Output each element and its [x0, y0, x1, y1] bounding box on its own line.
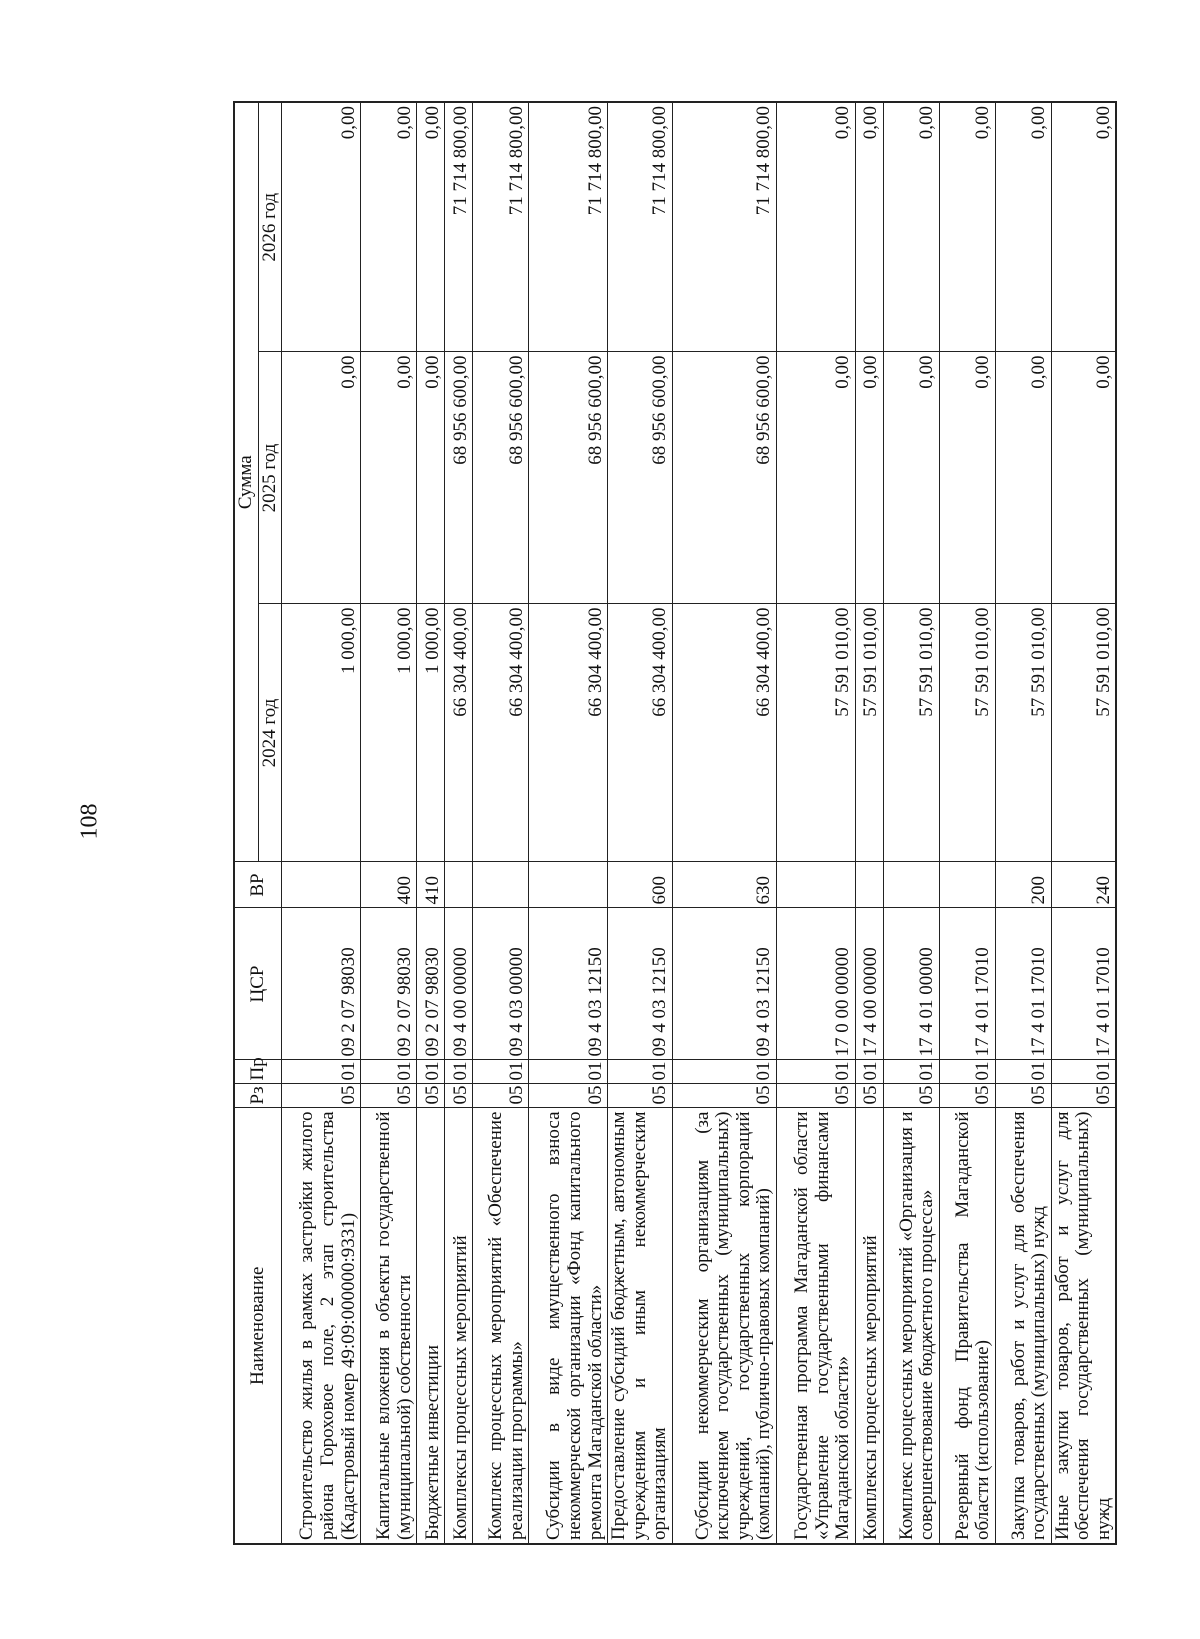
- row-rz: 05: [995, 1084, 1051, 1108]
- row-csr: 17 4 00 00000: [855, 908, 883, 1060]
- row-name: Строительство жилья в рамках застройки жилого района Гороховое поле, 2 этап строительства (Кадастровый номер 49:09:000000:9331): [282, 1108, 361, 1544]
- row-rz: 05: [361, 1084, 417, 1108]
- row-2025: 0,00: [282, 352, 361, 604]
- row-name: Бюджетные инвестиции: [417, 1108, 445, 1544]
- row-pr: 01: [417, 1060, 445, 1084]
- row-csr: 09 4 03 12150: [672, 908, 776, 1060]
- row-2024: 57 591 010,00: [855, 604, 883, 862]
- row-name: Субсидии в виде имущественного взноса некоммерческой организации «Фонд капитального ремонта Магаданской области»: [529, 1108, 608, 1544]
- header-2026: 2026 год: [258, 102, 282, 352]
- row-pr: 01: [672, 1060, 776, 1084]
- row-pr: 01: [282, 1060, 361, 1084]
- row-csr: 09 4 03 12150: [529, 908, 608, 1060]
- row-vr: 630: [672, 862, 776, 908]
- header-name: Наименование: [234, 1108, 282, 1544]
- table-row: [529, 102, 608, 1544]
- row-2024: 57 591 010,00: [1051, 604, 1116, 862]
- row-rz: 05: [282, 1084, 361, 1108]
- header-2024: 2024 год: [258, 604, 282, 862]
- row-name: Иные закупки товаров, работ и услуг для обеспечения государственных (муниципальных) нужд: [1051, 1108, 1116, 1544]
- row-2025: 0,00: [361, 352, 417, 604]
- row-vr: 600: [608, 862, 673, 908]
- row-pr: 01: [939, 1060, 995, 1084]
- rotated-table-container: [233, 103, 1114, 1545]
- row-2024: 57 591 010,00: [883, 604, 939, 862]
- row-name: Резервный фонд Правительства Магаданской области (использование): [939, 1108, 995, 1544]
- row-name: Предоставление субсидий бюджетным, автономным учреждениям и иным некоммерческим организациям: [608, 1108, 673, 1544]
- row-csr: 17 0 00 00000: [776, 908, 855, 1060]
- row-vr: [883, 862, 939, 908]
- table-row: [776, 102, 855, 1544]
- row-2025: 0,00: [417, 352, 445, 604]
- row-rz: 05: [672, 1084, 776, 1108]
- row-pr: 01: [445, 1060, 473, 1084]
- row-2024: 66 304 400,00: [529, 604, 608, 862]
- row-rz: 05: [776, 1084, 855, 1108]
- row-vr: [776, 862, 855, 908]
- row-vr: [855, 862, 883, 908]
- row-rz: 05: [417, 1084, 445, 1108]
- row-2025: 0,00: [1051, 352, 1116, 604]
- header-2025: 2025 год: [258, 352, 282, 604]
- table-row: [445, 102, 473, 1544]
- row-pr: 01: [995, 1060, 1051, 1084]
- row-2026: 0,00: [417, 102, 445, 352]
- row-vr: [473, 862, 529, 908]
- row-2024: 57 591 010,00: [776, 604, 855, 862]
- header-sum: Сумма: [234, 102, 258, 862]
- row-rz: 05: [855, 1084, 883, 1108]
- row-2026: 71 714 800,00: [473, 102, 529, 352]
- row-2026: 0,00: [361, 102, 417, 352]
- row-rz: 05: [1051, 1084, 1116, 1108]
- row-2026: 0,00: [855, 102, 883, 352]
- row-pr: 01: [776, 1060, 855, 1084]
- table-row: [473, 102, 529, 1544]
- row-pr: 01: [473, 1060, 529, 1084]
- row-2024: 57 591 010,00: [939, 604, 995, 862]
- row-name: Комплексы процессных мероприятий: [855, 1108, 883, 1544]
- row-rz: 05: [939, 1084, 995, 1108]
- row-2024: 1 000,00: [417, 604, 445, 862]
- row-2025: 68 956 600,00: [445, 352, 473, 604]
- row-vr: 200: [995, 862, 1051, 908]
- row-2024: 57 591 010,00: [995, 604, 1051, 862]
- row-2024: 66 304 400,00: [445, 604, 473, 862]
- header-vr: ВР: [234, 862, 282, 908]
- row-2026: 71 714 800,00: [529, 102, 608, 352]
- row-vr: 400: [361, 862, 417, 908]
- row-rz: 05: [608, 1084, 673, 1108]
- row-name: Субсидии некоммерческим организациям (за исключением государственных (муниципальных) учреждений, государственных корпораций (компаний), публично-правовых компаний): [672, 1108, 776, 1544]
- row-2025: 68 956 600,00: [473, 352, 529, 604]
- row-rz: 05: [529, 1084, 608, 1108]
- row-vr: [939, 862, 995, 908]
- table-row: [608, 102, 673, 1544]
- row-2024: 66 304 400,00: [473, 604, 529, 862]
- row-2026: 0,00: [995, 102, 1051, 352]
- row-2025: 0,00: [883, 352, 939, 604]
- row-2025: 0,00: [855, 352, 883, 604]
- row-vr: [445, 862, 473, 908]
- row-name: Комплексы процессных мероприятий: [445, 1108, 473, 1544]
- row-csr: 09 2 07 98030: [282, 908, 361, 1060]
- header-csr: ЦСР: [234, 908, 282, 1060]
- header-rz: Рз: [234, 1084, 282, 1108]
- row-pr: 01: [855, 1060, 883, 1084]
- table-row: [1051, 102, 1116, 1544]
- row-rz: 05: [473, 1084, 529, 1108]
- row-vr: [282, 862, 361, 908]
- row-name: Капитальные вложения в объекты государственной (муниципальной) собственности: [361, 1108, 417, 1544]
- row-pr: 01: [608, 1060, 673, 1084]
- row-csr: 09 4 03 12150: [608, 908, 673, 1060]
- row-2025: 68 956 600,00: [529, 352, 608, 604]
- row-csr: 09 2 07 98030: [417, 908, 445, 1060]
- row-pr: 01: [361, 1060, 417, 1084]
- row-2026: 71 714 800,00: [445, 102, 473, 352]
- row-2026: 0,00: [939, 102, 995, 352]
- row-2025: 68 956 600,00: [608, 352, 673, 604]
- row-vr: 240: [1051, 862, 1116, 908]
- row-2026: 0,00: [282, 102, 361, 352]
- row-pr: 01: [883, 1060, 939, 1084]
- row-name: Комплекс процессных мероприятий «Организация и совершенствование бюджетного процесса»: [883, 1108, 939, 1544]
- row-2026: 71 714 800,00: [608, 102, 673, 352]
- header-pr: Пр: [234, 1060, 282, 1084]
- row-2024: 1 000,00: [282, 604, 361, 862]
- row-2024: 1 000,00: [361, 604, 417, 862]
- row-2025: 0,00: [995, 352, 1051, 604]
- row-2025: 0,00: [776, 352, 855, 604]
- row-vr: [529, 862, 608, 908]
- row-vr: 410: [417, 862, 445, 908]
- row-2024: 66 304 400,00: [672, 604, 776, 862]
- table-row: [855, 102, 883, 1544]
- row-2026: 71 714 800,00: [672, 102, 776, 352]
- page-number: 108: [76, 803, 103, 840]
- row-2026: 0,00: [1051, 102, 1116, 352]
- row-rz: 05: [883, 1084, 939, 1108]
- row-csr: 09 2 07 98030: [361, 908, 417, 1060]
- row-pr: 01: [1051, 1060, 1116, 1084]
- table-row: [417, 102, 445, 1544]
- row-csr: 17 4 01 00000: [883, 908, 939, 1060]
- row-2024: 66 304 400,00: [608, 604, 673, 862]
- row-name: Государственная программа Магаданской области «Управление государственными финансами Магаданской области»: [776, 1108, 855, 1544]
- row-name: Комплекс процессных мероприятий «Обеспечение реализации программы»: [473, 1108, 529, 1544]
- table-row: [995, 102, 1051, 1544]
- row-csr: 17 4 01 17010: [995, 908, 1051, 1060]
- table-row: [883, 102, 939, 1544]
- table-row: [282, 102, 361, 1544]
- row-2025: 0,00: [939, 352, 995, 604]
- table-row: [672, 102, 776, 1544]
- row-2026: 0,00: [776, 102, 855, 352]
- row-name: Закупка товаров, работ и услуг для обеспечения государственных (муниципальных) нужд: [995, 1108, 1051, 1544]
- row-csr: 17 4 01 17010: [939, 908, 995, 1060]
- row-csr: 09 4 03 00000: [473, 908, 529, 1060]
- table-row: [361, 102, 417, 1544]
- row-csr: 17 4 01 17010: [1051, 908, 1116, 1060]
- row-2026: 0,00: [883, 102, 939, 352]
- row-csr: 09 4 00 00000: [445, 908, 473, 1060]
- row-pr: 01: [529, 1060, 608, 1084]
- budget-table: [233, 101, 1117, 1545]
- table-row: [939, 102, 995, 1544]
- row-rz: 05: [445, 1084, 473, 1108]
- row-2025: 68 956 600,00: [672, 352, 776, 604]
